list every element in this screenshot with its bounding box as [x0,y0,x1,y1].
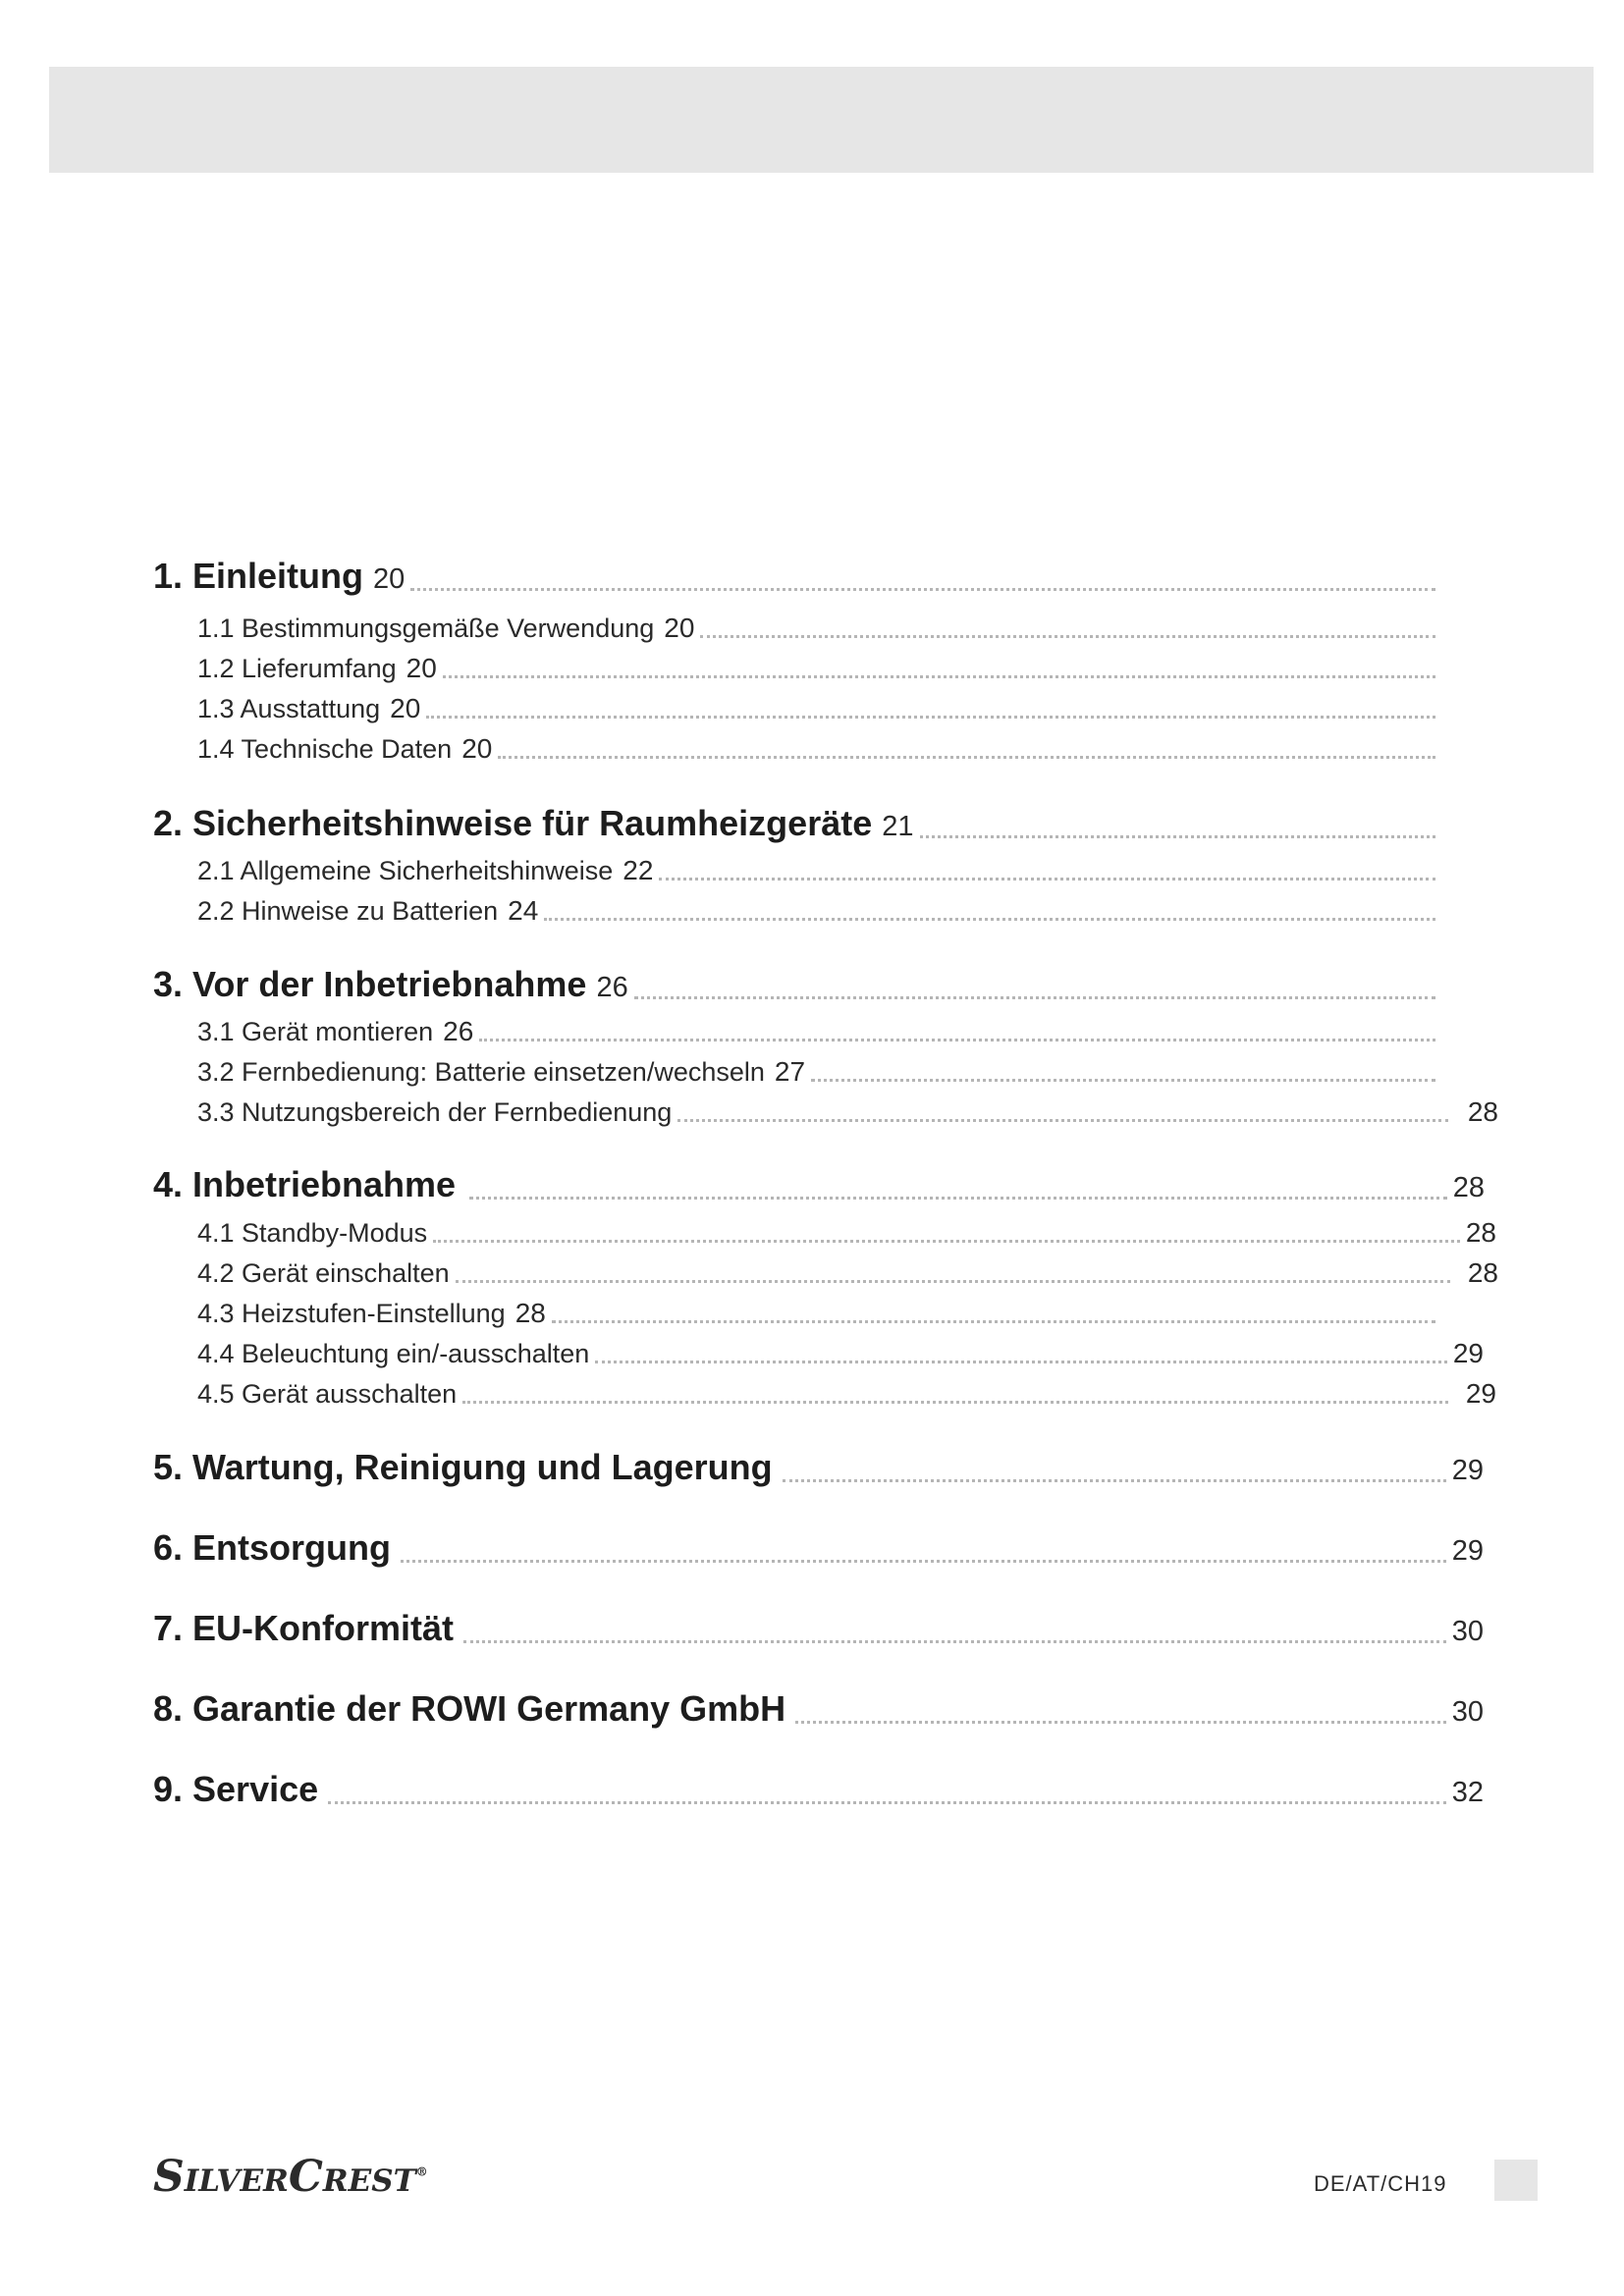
toc-leader-dots [410,588,1435,591]
toc-leader-dots [456,1280,1450,1283]
toc-leader-dots [795,1721,1446,1724]
toc-leader-dots [700,635,1435,638]
toc-entry-title: 1.4 Technische Daten [197,734,453,764]
toc-leader-dots [469,1197,1447,1200]
toc-entry[interactable] [153,1527,1484,1569]
toc-entry-page: 24 [508,895,539,926]
toc-entry-page: 28 [1465,1217,1496,1248]
toc-leader-dots [544,918,1435,921]
toc-entry-page: 32 [1451,1777,1484,1808]
toc-entry[interactable] [153,803,1441,844]
toc-entry-page: 30 [1451,1616,1484,1647]
toc-entry-title: 2. Sicherheitshinweise für Raumheizgeräte [153,803,873,843]
toc-entry[interactable] [197,1056,1441,1088]
toc-entry-page: 20 [373,563,406,595]
toc-entry[interactable] [197,1217,1496,1249]
toc-entry[interactable] [197,1338,1484,1369]
toc-entry-page: 21 [882,811,914,842]
toc-leader-dots [634,996,1435,999]
toc-entry-title: 4.3 Heizstufen-Einstellung [197,1299,506,1328]
toc-entry-page: 20 [406,653,437,683]
toc-entry-page: 28 [1452,1172,1485,1203]
toc-entry[interactable] [153,1164,1485,1205]
toc-entry-title: 4.5 Gerät ausschalten [197,1379,458,1409]
toc-entry[interactable] [153,1608,1484,1649]
brand-logo-text: SilverCrest [153,2152,416,2202]
toc-entry[interactable] [153,964,1441,1005]
toc-entry[interactable] [197,653,1441,684]
toc-entry[interactable] [197,1096,1498,1128]
toc-entry-page: 26 [596,972,628,1003]
toc-entry-title: 2.1 Allgemeine Sicherheitshinweise [197,856,614,885]
toc-entry-page: 20 [664,613,695,643]
toc-leader-dots [479,1039,1435,1041]
toc-leader-dots [463,1640,1446,1643]
toc-entry-title: 1.1 Bestimmungsgemäße Verwendung [197,614,655,643]
toc-entry-page: 28 [514,1298,546,1328]
toc-leader-dots [443,675,1435,678]
toc-entry[interactable] [197,693,1441,724]
toc-leader-dots [920,835,1436,838]
toc-entry[interactable] [153,1447,1484,1488]
toc-leader-dots [401,1560,1446,1563]
toc-leader-dots [659,878,1435,881]
toc-entry[interactable] [153,1688,1484,1730]
toc-entry-title: 4.1 Standby-Modus [197,1218,428,1248]
toc-entry-title: 3.2 Fernbedienung: Batterie einsetzen/wechseln [197,1057,765,1087]
toc-entry[interactable] [197,733,1441,765]
toc-entry[interactable] [197,855,1441,886]
toc-entry-title: 7. EU-Konformität [153,1608,454,1648]
registered-mark: ® [415,2164,428,2179]
toc-leader-dots [783,1479,1446,1482]
toc-entry[interactable] [197,1378,1496,1410]
toc-entry-title: 4.4 Beleuchtung ein/-ausschalten [197,1339,590,1368]
toc-entry-title: 3.1 Gerät montieren [197,1017,434,1046]
toc-entry-title: 4.2 Gerät einschalten [197,1258,450,1288]
toc-entry[interactable] [197,1016,1441,1047]
toc-entry-title: 3.3 Nutzungsbereich der Fernbedienung [197,1097,673,1127]
toc-leader-dots [328,1801,1446,1804]
toc-leader-dots [462,1401,1448,1404]
toc-entry[interactable] [197,1298,1441,1329]
toc-leader-dots [811,1079,1435,1082]
toc-entry[interactable] [153,1769,1484,1810]
page-number-label: DE/AT/CH19 [1314,2171,1447,2196]
toc-leader-dots [677,1119,1448,1122]
toc-entry-page: 27 [774,1056,806,1087]
toc-entry-page: 29 [1451,1535,1484,1567]
toc-entry-page: 20 [390,693,421,723]
toc-entry-title: 2.2 Hinweise zu Batterien [197,896,499,926]
footer-tab-marker [1494,2160,1538,2201]
toc-entry-page: 29 [1465,1378,1496,1409]
toc-entry-title: 4. Inbetriebnahme [153,1164,457,1204]
toc-entry-title: 1. Einleitung [153,556,364,596]
toc-entry-page: 20 [461,733,493,764]
toc-entry[interactable] [197,1257,1498,1289]
toc-entry[interactable] [153,556,1441,597]
toc-entry[interactable] [197,613,1441,644]
toc-leader-dots [433,1240,1460,1243]
toc-entry-page: 28 [1467,1257,1498,1288]
toc-entry-title: 1.2 Lieferumfang [197,654,397,683]
toc-leader-dots [552,1320,1435,1323]
toc-leader-dots [595,1361,1447,1363]
toc-entry-page: 26 [443,1016,474,1046]
toc-entry-page: 22 [623,855,654,885]
toc-entry-title: 3. Vor der Inbetriebnahme [153,964,587,1004]
toc-entry-title: 8. Garantie der ROWI Germany GmbH [153,1688,786,1729]
toc-entry-title: 9. Service [153,1769,319,1809]
toc-entry-title: 1.3 Ausstattung [197,694,381,723]
toc-entry-title: 6. Entsorgung [153,1527,391,1568]
toc-entry-page: 30 [1451,1696,1484,1728]
toc-entry-page: 28 [1467,1096,1498,1127]
toc-entry-page: 29 [1451,1455,1484,1486]
toc-leader-dots [426,716,1435,719]
toc-entry-title: 5. Wartung, Reinigung und Lagerung [153,1447,773,1487]
toc-leader-dots [498,756,1435,759]
toc-entry[interactable] [197,895,1441,927]
brand-logo [153,2152,428,2202]
toc-entry-page: 29 [1452,1338,1484,1368]
